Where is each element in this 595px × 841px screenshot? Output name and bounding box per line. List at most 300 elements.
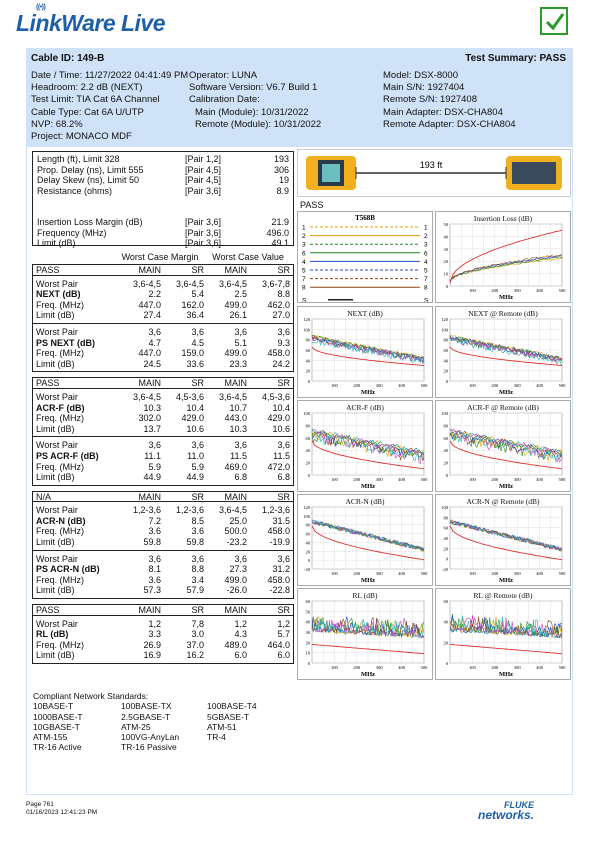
wiremap-result: PASS: [300, 200, 324, 210]
summary-value: 21.9: [271, 217, 289, 227]
table-caption: [32, 251, 294, 264]
x-axis-label: MHz: [360, 483, 376, 490]
y-tick-label: 120: [303, 317, 310, 322]
wiremap-pin-right: 5: [424, 267, 428, 275]
row-label: Freq. (MHz): [36, 299, 84, 310]
y-tick-label: 100: [303, 327, 310, 333]
cell-value: 8.8: [191, 564, 205, 575]
table-header-row: [33, 605, 293, 616]
cell-value: 3.6: [148, 526, 162, 537]
table-header-row: [33, 378, 293, 389]
row-label: Worst Pair: [36, 326, 78, 337]
y-tick-label: 50: [305, 609, 310, 615]
wiremap-pin-right: 1: [424, 224, 428, 232]
y-tick-label: 30: [443, 246, 448, 252]
header-line: Project: MONACO MDF: [31, 131, 132, 143]
standard-item: ATM-51: [207, 721, 237, 732]
header-line: Remote S/N: 1927408: [383, 94, 478, 106]
table-header-row: [33, 492, 293, 503]
cell-value: 429.0: [181, 413, 205, 424]
cell-value: 27.4: [143, 310, 162, 321]
header-col-3: [383, 70, 516, 131]
cell-value: 443.0: [224, 413, 248, 424]
row-label: PS ACR-N (dB): [36, 564, 100, 575]
standard-item: 10BASE-T: [33, 701, 74, 712]
cell-value: 3,6-4,5: [176, 278, 205, 289]
header-line: Cable Type: Cat 6A U/UTP: [31, 106, 144, 118]
results-table: [32, 604, 294, 664]
cell-value: 5.9: [191, 461, 205, 472]
y-tick-label: 0: [445, 661, 448, 666]
row-label: PS NEXT (dB): [36, 337, 96, 348]
x-axis-label: MHz: [360, 671, 376, 678]
x-tick-label: 500: [420, 383, 428, 388]
wiremap: [297, 211, 433, 303]
row-label: Worst Pair: [36, 618, 78, 629]
x-tick-label: 100: [331, 665, 338, 670]
x-tick-label: 300: [375, 383, 383, 388]
footer: [26, 801, 97, 817]
wiremap-pin-left: 8: [302, 284, 306, 292]
header-col-1: [31, 70, 188, 143]
x-tick-label: 500: [420, 477, 428, 482]
x-tick-label: 300: [513, 288, 521, 293]
y-tick-label: 40: [305, 619, 310, 625]
header-line: Operator: LUNA: [189, 70, 258, 81]
table-row: [33, 505, 293, 516]
row-label: Freq. (MHz): [36, 461, 84, 472]
cell-value: 5.9: [148, 461, 162, 472]
cell-value: 447.0: [138, 299, 162, 310]
wiremap-pin-left: 3: [302, 241, 306, 249]
row-label: Limit (dB): [36, 585, 75, 596]
wiremap-pin-right: 8: [424, 284, 428, 292]
cell-value: 1,2-3,6: [261, 505, 290, 516]
signal-icon: ((•)): [36, 4, 46, 11]
table-row: [33, 289, 293, 300]
cell-value: 2.2: [148, 289, 162, 300]
table-column-header: MAIN: [224, 378, 248, 389]
cell-value: 458.0: [267, 348, 290, 359]
linkware-live-logo: [16, 4, 166, 37]
x-tick-label: 500: [558, 571, 566, 576]
table-column-header: MAIN: [224, 265, 248, 275]
cell-value: 33.6: [186, 358, 205, 369]
graph-il: [435, 211, 571, 303]
row-label: Freq. (MHz): [36, 526, 84, 537]
x-tick-label: 200: [353, 571, 361, 576]
row-label: RL (dB): [36, 629, 69, 640]
table-row: [33, 392, 293, 403]
header-col-2: [189, 70, 321, 131]
graph-acrn: [297, 494, 433, 586]
graph-rl: [297, 588, 433, 680]
cell-value: -19.9: [269, 537, 290, 548]
summary-label: Delay Skew (ns), Limit 50: [37, 175, 140, 185]
table-column-header: SR: [191, 491, 205, 502]
cell-value: -22.8: [269, 585, 290, 596]
cell-value: 44.9: [186, 472, 205, 483]
summary-box: [32, 151, 294, 246]
table-row: [33, 424, 293, 435]
cell-value: 24.2: [272, 358, 290, 369]
x-tick-label: 400: [536, 477, 543, 482]
cell-value: 5.1: [234, 337, 248, 348]
cell-value: 27.3: [229, 564, 248, 575]
table-row: [33, 650, 293, 661]
standard-item: 100BASE-T4: [207, 701, 257, 712]
table-row: [33, 310, 293, 321]
cell-value: 7,8: [191, 618, 205, 629]
summary-value: 496.0: [266, 227, 289, 238]
worst-case-tables: [32, 251, 294, 669]
y-tick-label: 0: [445, 379, 448, 384]
graph-rl: [435, 588, 571, 680]
wiremap-pin-right: S: [424, 297, 429, 302]
graph-title: RL (dB): [352, 591, 378, 600]
page-number: Page 761: [26, 801, 54, 808]
cell-value: 4.7: [148, 337, 162, 348]
x-tick-label: 500: [558, 665, 566, 670]
x-tick-label: 300: [513, 665, 521, 670]
cell-value: 13.7: [143, 423, 162, 434]
cell-value: 499.0: [224, 348, 248, 359]
summary-value: 8.9: [276, 185, 289, 196]
cell-value: 500.0: [224, 526, 248, 537]
cell-value: 3,6: [191, 440, 205, 451]
row-label: ACR-N (dB): [36, 515, 86, 526]
cell-value: 489.0: [224, 639, 248, 650]
header-line: Calibration Date:: [189, 94, 260, 106]
summary-label: Frequency (MHz): [37, 227, 107, 238]
header-line: Main S/N: 1927404: [383, 82, 465, 94]
summary-label: Prop. Delay (ns), Limit 555: [37, 164, 144, 175]
x-tick-label: 100: [469, 571, 476, 576]
row-label: Freq. (MHz): [36, 413, 84, 424]
table-row: [33, 585, 293, 596]
header-line: NVP: 68.2%: [31, 118, 83, 130]
cell-value: 3,6: [234, 326, 248, 337]
x-tick-label: 200: [491, 477, 499, 482]
x-tick-label: 300: [513, 571, 521, 576]
cell-value: 3.6: [191, 526, 205, 537]
table-row: [33, 554, 293, 565]
table-status: N/A: [36, 491, 52, 502]
x-tick-label: 100: [331, 383, 338, 388]
table-status: PASS: [36, 605, 60, 616]
x-axis-label: MHz: [498, 577, 514, 584]
standard-item: ATM-155: [33, 732, 68, 743]
cell-value: 458.0: [267, 574, 290, 585]
cell-value: 429.0: [267, 413, 290, 424]
header-line: Remote (Module): 10/31/2022: [195, 118, 322, 130]
y-tick-label: 10: [305, 650, 310, 656]
cell-value: 37.0: [186, 639, 205, 650]
cell-value: 3,6-7,8: [261, 278, 290, 289]
summary-pair: [Pair 3,6]: [185, 217, 222, 227]
cell-value: 4.5: [191, 337, 205, 348]
x-tick-label: 300: [375, 477, 383, 482]
summary-row: [37, 217, 289, 228]
y-tick-label: 0: [445, 473, 448, 478]
cell-value: -23.2: [226, 537, 248, 548]
summary-pair: [Pair 4,5]: [185, 164, 222, 175]
table-row: [33, 403, 293, 414]
table-header-row: [33, 265, 293, 276]
cell-value: 3,6: [234, 553, 248, 564]
cell-value: 3,6: [191, 553, 205, 564]
x-tick-label: 100: [331, 477, 338, 482]
table-column-header: MAIN: [138, 491, 162, 502]
fluke-networks-logo: [478, 800, 534, 820]
summary-label: Insertion Loss Margin (dB): [37, 217, 143, 227]
cell-value: 464.0: [267, 639, 290, 650]
y-tick-label: 20: [443, 460, 448, 466]
standard-item: 10GBASE-T: [33, 721, 80, 732]
summary-value: 49.1: [271, 238, 289, 248]
cell-value: 3,6-4,5: [218, 278, 248, 289]
table-column-header: SR: [277, 265, 290, 275]
y-tick-label: 40: [443, 448, 448, 454]
x-tick-label: 400: [398, 477, 405, 482]
cell-value: 2.5: [234, 289, 248, 300]
table-row: [33, 629, 293, 640]
cell-value: 10.6: [186, 423, 205, 434]
table-column-header: SR: [277, 605, 290, 616]
x-axis-label: MHz: [360, 577, 376, 584]
worst-case-margin-caption: Worst Case Margin: [121, 252, 199, 262]
header-line: Software Version: V6.7 Build 1: [189, 82, 318, 94]
cell-value: 3,6: [234, 440, 248, 451]
y-tick-label: 20: [305, 460, 310, 466]
cell-value: 4,5-3,6: [176, 391, 205, 402]
y-tick-label: 0: [307, 473, 310, 478]
cell-value: 16.2: [186, 650, 205, 661]
summary-row: [37, 154, 289, 165]
x-tick-label: 100: [469, 383, 476, 388]
table-status: PASS: [36, 265, 60, 275]
y-tick-label: 100: [303, 513, 310, 519]
table-row: [33, 279, 293, 290]
graph-title: ACR-N (dB): [345, 497, 385, 506]
x-tick-label: 100: [331, 571, 338, 576]
y-tick-label: 60: [305, 599, 310, 604]
cell-value: 16.9: [143, 650, 162, 661]
header-line: Model: DSX-8000: [383, 70, 458, 81]
summary-pair: [Pair 3,6]: [185, 227, 222, 238]
row-label: Worst Pair: [36, 278, 78, 289]
row-label: NEXT (dB): [36, 289, 81, 300]
cell-value: 1,2-3,6: [133, 505, 162, 516]
logo-text: LinkWare Live: [16, 10, 166, 36]
summary-label: Limit (dB): [37, 238, 76, 248]
table-row: [33, 359, 293, 370]
graph-next: [435, 306, 571, 398]
cell-value: 5.7: [277, 629, 290, 640]
cell-value: 3.4: [191, 574, 205, 585]
cell-value: 162.0: [181, 299, 205, 310]
cell-value: 26.9: [143, 639, 162, 650]
y-tick-label: 0: [307, 661, 310, 666]
x-tick-label: 400: [536, 665, 543, 670]
y-tick-label: 120: [303, 505, 310, 510]
y-tick-label: 30: [305, 630, 310, 635]
graph-title: NEXT @ Remote (dB): [468, 309, 538, 318]
x-tick-label: 300: [513, 383, 521, 388]
y-tick-label: 20: [443, 368, 448, 374]
cable-id: Cable ID: 149-B: [31, 53, 105, 64]
cell-value: 472.0: [267, 461, 290, 472]
standard-item: ATM-25: [121, 721, 151, 732]
cell-value: 11.0: [187, 450, 205, 461]
cell-value: 447.0: [138, 348, 162, 359]
x-tick-label: 200: [353, 477, 361, 482]
y-tick-label: 40: [443, 619, 448, 625]
header-line: Main (Module): 10/31/2022: [195, 106, 309, 118]
y-tick-label: -20: [442, 567, 448, 572]
summary-pair: [Pair 3,6]: [185, 238, 222, 248]
cell-value: 3,6-4,5: [133, 391, 162, 402]
y-tick-label: 120: [441, 317, 448, 322]
standards-title: Compliant Network Standards:: [33, 691, 149, 701]
table-row: [33, 338, 293, 349]
row-label: Worst Pair: [36, 553, 78, 564]
table-row: [33, 300, 293, 311]
x-tick-label: 300: [513, 477, 521, 482]
summary-pair: [Pair 1,2]: [185, 154, 222, 164]
x-tick-label: 400: [536, 383, 543, 388]
cell-value: 59.8: [186, 537, 205, 548]
y-tick-label: 0: [445, 556, 448, 562]
y-tick-label: 60: [443, 599, 448, 604]
header-line: Test Limit: TIA Cat 6A Channel: [31, 94, 160, 106]
row-label: Limit (dB): [36, 310, 75, 321]
table-column-header: MAIN: [138, 378, 162, 389]
cell-value: 6.8: [277, 472, 290, 483]
cell-value: 3,6: [277, 553, 290, 564]
y-tick-label: 60: [305, 348, 310, 353]
summary-label: Length (ft), Limit 328: [37, 154, 120, 164]
x-tick-label: 500: [420, 571, 428, 576]
cell-value: 10.6: [272, 423, 290, 434]
y-tick-label: 100: [441, 411, 448, 416]
x-tick-label: 500: [558, 288, 566, 293]
y-tick-label: 20: [305, 549, 310, 555]
table-row: [33, 526, 293, 537]
row-label: Freq. (MHz): [36, 639, 84, 650]
cell-value: 3,6-4,5: [133, 278, 162, 289]
x-tick-label: 200: [491, 383, 499, 388]
cell-value: 24.5: [143, 358, 162, 369]
wiremap-pin-right: 6: [424, 250, 428, 258]
y-tick-label: 50: [443, 222, 448, 227]
table-column-header: MAIN: [224, 605, 248, 616]
wiremap-pin-left: 5: [302, 267, 306, 275]
table-column-header: MAIN: [224, 491, 248, 502]
cell-value: 8.8: [277, 289, 290, 300]
cell-value: 11.5: [273, 450, 290, 461]
cell-value: 3.3: [148, 629, 162, 640]
wiremap-pin-right: 2: [424, 233, 428, 241]
y-tick-label: 60: [305, 435, 310, 441]
cell-value: 25.0: [229, 515, 248, 526]
cell-value: 3,6: [191, 326, 205, 337]
table-row: [33, 619, 293, 630]
table-status: PASS: [36, 378, 60, 389]
cell-value: 59.8: [143, 537, 162, 548]
graph-acrn: [435, 494, 571, 586]
standard-item: 100BASE-TX: [121, 701, 172, 712]
x-tick-label: 200: [353, 383, 361, 388]
table-row: [33, 640, 293, 651]
row-label: Limit (dB): [36, 650, 75, 661]
test-summary: Test Summary: PASS: [465, 53, 566, 64]
summary-row: [37, 228, 289, 239]
table-row: [33, 451, 293, 462]
cell-value: 8.5: [191, 515, 205, 526]
row-label: Limit (dB): [36, 358, 75, 369]
x-tick-label: 400: [536, 571, 543, 576]
cell-value: 3,6: [148, 553, 162, 564]
y-tick-label: 10: [443, 271, 448, 277]
y-tick-label: 20: [305, 368, 310, 374]
cell-value: 5.4: [191, 289, 205, 300]
table-row: [33, 440, 293, 451]
y-tick-label: 40: [305, 358, 310, 364]
cell-value: 3,6-4,5: [218, 391, 248, 402]
x-tick-label: 400: [536, 288, 543, 293]
cell-value: 26.1: [229, 310, 248, 321]
y-tick-label: 80: [443, 337, 448, 343]
graph-next: [297, 306, 433, 398]
wiremap-pin-right: 4: [424, 258, 428, 266]
y-tick-label: 20: [443, 640, 448, 646]
header-line: Date / Time: 11/27/2022 04:41:49 PM: [31, 70, 189, 81]
y-tick-label: 80: [443, 423, 448, 429]
wiremap-pin-left: 6: [302, 250, 306, 258]
wiremap-title: T568B: [355, 214, 375, 222]
print-timestamp: 01/16/2023 12:41:23 PM: [26, 809, 98, 816]
x-tick-label: 200: [491, 571, 499, 576]
cell-value: 3,6: [148, 326, 162, 337]
graph-title: ACR-F @ Remote (dB): [467, 403, 539, 412]
standard-item: TR-16 Passive: [121, 742, 177, 753]
results-table: [32, 491, 294, 599]
header-line: Main Adapter: DSX-CHA804: [383, 106, 503, 118]
cell-value: 57.9: [186, 585, 205, 596]
graph-title: Insertion Loss (dB): [473, 214, 533, 223]
cell-value: 44.9: [143, 472, 162, 483]
y-tick-label: 80: [305, 522, 310, 528]
row-label: Limit (dB): [36, 472, 75, 483]
table-column-header: SR: [277, 378, 290, 389]
cell-value: 302.0: [138, 413, 162, 424]
summary-value: 19: [278, 175, 289, 185]
graph-title: ACR-F (dB): [346, 403, 384, 412]
graph-title: RL @ Remote (dB): [473, 591, 533, 600]
y-tick-label: 40: [443, 536, 448, 541]
x-tick-label: 300: [375, 571, 383, 576]
y-tick-label: 20: [305, 640, 310, 646]
x-tick-label: 400: [398, 571, 405, 576]
report-panel: [26, 48, 573, 795]
standard-item: 1000BASE-T: [33, 711, 83, 722]
spacer: [37, 196, 289, 217]
cell-value: 462.0: [267, 299, 290, 310]
y-tick-label: 100: [303, 411, 310, 416]
cell-value: 6.8: [234, 472, 248, 483]
cell-value: 458.0: [267, 526, 290, 537]
